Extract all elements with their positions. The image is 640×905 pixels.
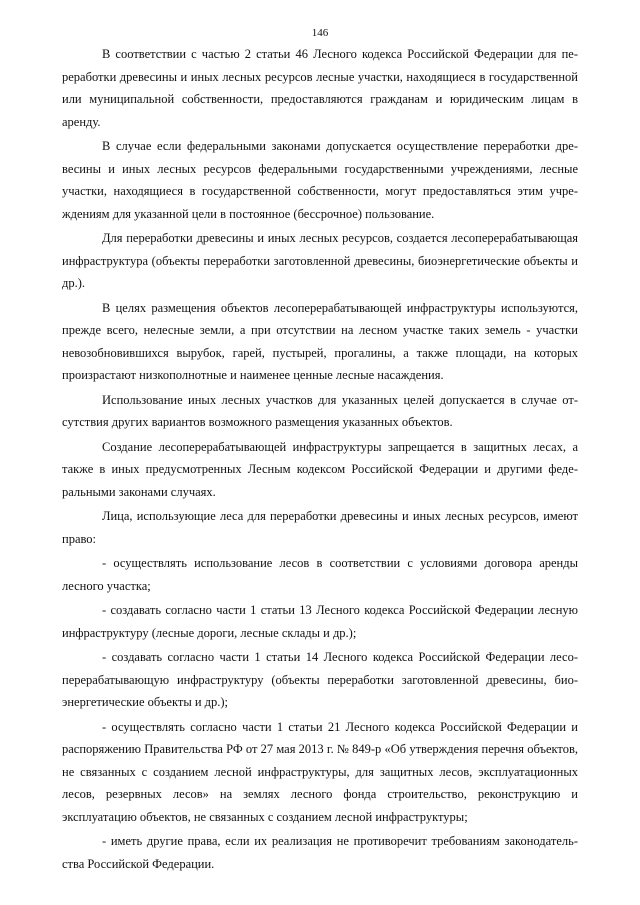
paragraph: Лица, использующие леса для переработки древесины и иных лесных ресурсов, имеют право:	[62, 509, 578, 546]
document-body	[62, 43, 578, 877]
list-item: - создавать согласно части 1 статьи 13 Лесного кодекса Российской Федерации лесную инфраструктуру (лесные дороги, лесные склады и др.);	[62, 603, 578, 640]
paragraph: Создание лесоперерабатывающей инфраструктуры запрещается в защитных лесах, а также в иных предусмотренных Лесным кодексом Российской Федерации и другими федеральными законами случаях.	[62, 439, 578, 499]
list-item: - иметь другие права, если их реализация не противоречит требованиям законодательства Российской Федерации.	[62, 834, 578, 871]
paragraph: Использование иных лесных участков для указанных целей допускается в случае отсутствия других вариантов возможного размещения указанных объектов.	[62, 392, 578, 429]
paragraph: В целях размещения объектов лесоперерабатывающей инфраструктуры используются, прежде всего, нелесные земли, а при отсутствии на лесном участке таких земель - участки невозобновившихся вырубок, гарей, пустырей, прогалины, а также площади, на которых произрастают низкополнотные и наименее ценные лесные насаждения.	[62, 300, 578, 382]
paragraph: Для переработки древесины и иных лесных ресурсов, создается лесоперерабатывающая инфраструктура (объекты переработки заготовленной древесины, биоэнергетические объекты и др.).	[62, 231, 578, 290]
paragraph: В случае если федеральными законами допускается осуществление переработки древесины и иных лесных ресурсов федеральными государственными учреждениями, лесные участки, находящиеся в государственной собственности, могут предоставляться этим учреждениям для указанной цели в постоянное (бессрочное) пользование.	[62, 139, 578, 221]
page-number: 146	[311, 27, 329, 39]
list-item: - осуществлять согласно части 1 статьи 21 Лесного кодекса Российской Федерации и распоряжению Правительства РФ от 27 мая 2013 г. № 849-р «Об утверждения перечня объектов, не связанных с созданием лесной инфраструктуры, для защитных лесов, эксплуатационных лесов, резервных лесов» на землях лесного фонда строительство, реконструкцию и эксплуатацию объектов, не связанных с созданием лесной инфраструктуры;	[62, 719, 578, 824]
paragraph: В соответствии с частью 2 статьи 46 Лесного кодекса Российской Федерации для переработки древесины и иных лесных ресурсов лесные участки, находящиеся в государственной или муниципальной собственности, предоставляются гражданам и юридическим лицам в аренду.	[62, 47, 578, 129]
list-item: - осуществлять использование лесов в соответствии с условиями договора аренды лесного участка;	[62, 556, 578, 593]
list-item: - создавать согласно части 1 статьи 14 Лесного кодекса Российской Федерации лесоперерабатывающую инфраструктуру (объекты переработки заготовленной древесины, биоэнергетические объекты и др.);	[62, 650, 578, 709]
